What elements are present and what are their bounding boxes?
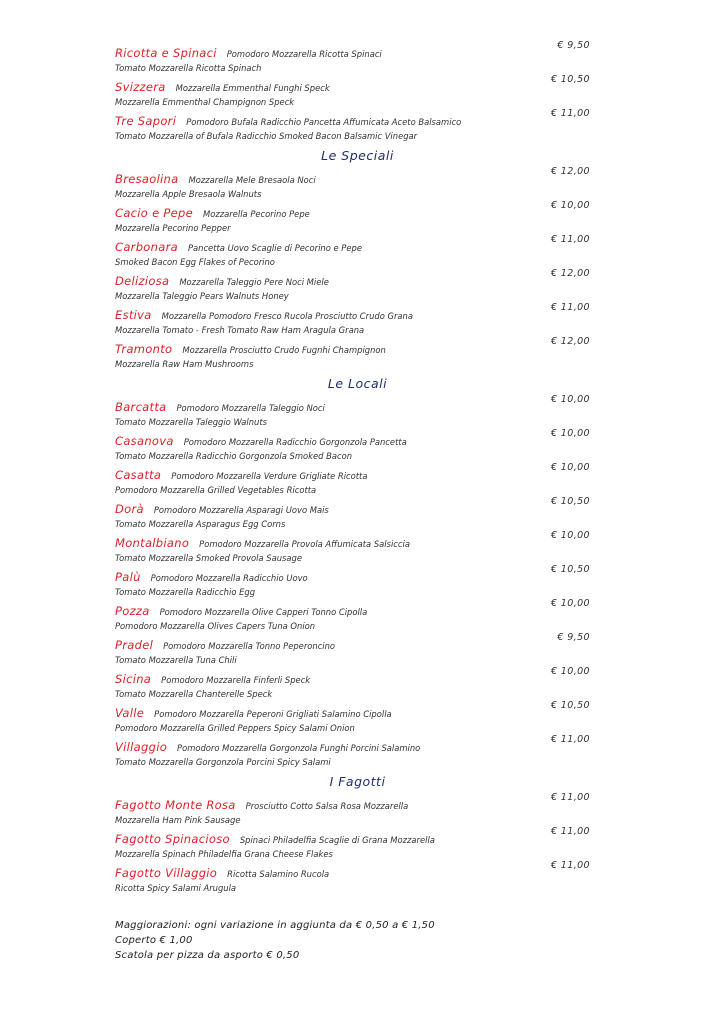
menu-item [115, 302, 590, 339]
menu-item [115, 564, 590, 601]
item-name: Fagotto Spinacioso [115, 832, 230, 846]
item-ingredients-english: Pomodoro Mozzarella Grilled Peppers Spicy Salami Onion [115, 723, 355, 733]
menu-notes [115, 918, 435, 963]
item-name: Villaggio [115, 740, 168, 754]
item-ingredients-english: Pomodoro Mozzarella Olives Capers Tuna Onion [115, 621, 316, 631]
item-name: Pozza [115, 604, 150, 618]
menu-item [115, 666, 590, 703]
item-name: Cacio e Pepe [115, 206, 194, 220]
item-price: € 10,00 [550, 462, 590, 473]
menu-item [115, 234, 590, 271]
item-price: € 10,50 [550, 496, 590, 507]
item-price: € 11,00 [550, 860, 590, 871]
item-ingredients-italian: Mozzarella Pomodoro Fresco Rucola Prosciutto Crudo Grana [161, 311, 413, 321]
item-italian-line [115, 829, 590, 846]
item-name: Fagotto Monte Rosa [115, 798, 236, 812]
item-ingredients-english: Tomato Mozzarella Ricotta Spinach [115, 63, 262, 73]
menu-list [115, 40, 590, 897]
item-italian-line [115, 271, 590, 288]
menu-item [115, 428, 590, 465]
note-line: Scatola per pizza da asporto € 0,50 [115, 950, 300, 961]
item-ingredients-italian: Pomodoro Mozzarella Verdure Grigliate Ricotta [171, 471, 368, 481]
item-name: Pradel [115, 638, 154, 652]
item-ingredients-italian: Pomodoro Bufala Radicchio Pancetta Affumicata Aceto Balsamico [186, 117, 462, 127]
item-name: Ricotta e Spinaci [115, 46, 217, 60]
item-ingredients-italian: Pancetta Uovo Scaglie di Pecorino e Pepe [187, 243, 362, 253]
item-ingredients-english: Mozzarella Taleggio Pears Walnuts Honey [115, 291, 289, 301]
item-ingredients-english: Mozzarella Apple Bresaola Walnuts [115, 189, 262, 199]
item-italian-line [115, 669, 590, 686]
menu-item [115, 826, 590, 863]
menu-item [115, 598, 590, 635]
item-name: Bresaolina [115, 172, 179, 186]
item-ingredients-italian: Mozzarella Prosciutto Crudo Fugnhi Champignon [182, 345, 386, 355]
item-price: € 10,00 [550, 598, 590, 609]
item-italian-line [115, 237, 590, 254]
item-italian-line [115, 397, 590, 414]
menu-item [115, 734, 590, 771]
item-ingredients-english: Tomato Mozzarella Radicchio Gorgonzola Smoked Bacon [115, 451, 353, 461]
item-ingredients-italian: Pomodoro Mozzarella Olive Capperi Tonno Cipolla [159, 607, 368, 617]
item-price: € 12,00 [550, 336, 590, 347]
item-price: € 10,00 [550, 666, 590, 677]
item-italian-line [115, 795, 590, 812]
item-name: Barcatta [115, 400, 167, 414]
item-ingredients-italian: Pomodoro Mozzarella Radicchio Gorgonzola Pancetta [183, 437, 407, 447]
menu-item [115, 632, 590, 669]
item-price: € 11,00 [550, 734, 590, 745]
item-ingredients-italian: Mozzarella Taleggio Pere Noci Miele [179, 277, 329, 287]
section-heading: Le Speciali [321, 148, 394, 163]
item-italian-line [115, 77, 590, 94]
item-name: Svizzera [115, 80, 166, 94]
item-italian-line [115, 111, 590, 128]
item-italian-line [115, 567, 590, 584]
item-price: € 12,00 [550, 268, 590, 279]
item-ingredients-english: Tomato Mozzarella of Bufala Radicchio Smoked Bacon Balsamic Vinegar [115, 131, 418, 141]
menu-item [115, 394, 590, 431]
item-ingredients-italian: Pomodoro Mozzarella Provola Affumicata Salsiccia [199, 539, 410, 549]
item-italian-line [115, 533, 590, 550]
item-price: € 10,00 [550, 200, 590, 211]
item-ingredients-english: Tomato Mozzarella Smoked Provola Sausage [115, 553, 303, 563]
item-price: € 9,50 [557, 632, 590, 643]
item-ingredients-english: Tomato Mozzarella Gorgonzola Porcini Spicy Salami [115, 757, 331, 767]
item-italian-line [115, 465, 590, 482]
item-italian-line [115, 863, 590, 880]
item-price: € 11,00 [550, 108, 590, 119]
menu-item [115, 166, 590, 203]
item-price: € 10,50 [550, 564, 590, 575]
item-price: € 11,00 [550, 826, 590, 837]
item-ingredients-italian: Mozzarella Emmenthal Funghi Speck [175, 83, 330, 93]
menu-item [115, 336, 590, 373]
item-price: € 9,50 [557, 40, 590, 51]
item-name: Tre Sapori [115, 114, 177, 128]
item-ingredients-english: Smoked Bacon Egg Flakes of Pecorino [115, 257, 275, 267]
item-italian-line [115, 43, 590, 60]
menu-item [115, 462, 590, 499]
item-ingredients-english: Tomato Mozzarella Asparagus Egg Corns [115, 519, 286, 529]
item-name: Tramonto [115, 342, 173, 356]
item-ingredients-italian: Spinaci Philadelfia Scaglie di Grana Mozzarella [239, 835, 435, 845]
item-price: € 10,00 [550, 394, 590, 405]
item-italian-line [115, 635, 590, 652]
item-price: € 12,00 [550, 166, 590, 177]
item-ingredients-english: Mozzarella Tomato - Fresh Tomato Raw Ham Aragula Grana [115, 325, 365, 335]
item-ingredients-italian: Pomodoro Mozzarella Ricotta Spinaci [226, 49, 382, 59]
item-price: € 11,00 [550, 302, 590, 313]
item-ingredients-italian: Mozzarella Mele Bresaola Noci [188, 175, 316, 185]
item-ingredients-italian: Pomodoro Mozzarella Taleggio Noci [176, 403, 325, 413]
item-ingredients-italian: Prosciutto Cotto Salsa Rosa Mozzarella [245, 801, 409, 811]
item-ingredients-english: Tomato Mozzarella Chanterelle Speck [115, 689, 273, 699]
item-ingredients-english: Mozzarella Ham Pink Sausage [115, 815, 241, 825]
menu-item [115, 700, 590, 737]
item-ingredients-english: Mozzarella Raw Ham Mushrooms [115, 359, 254, 369]
item-italian-line [115, 203, 590, 220]
item-italian-line [115, 169, 590, 186]
item-name: Palù [115, 570, 141, 584]
item-name: Valle [115, 706, 145, 720]
item-ingredients-italian: Mozzarella Pecorino Pepe [203, 209, 310, 219]
menu-item [115, 40, 590, 77]
item-name: Deliziosa [115, 274, 170, 288]
item-name: Fagotto Villaggio [115, 866, 218, 880]
menu-item [115, 496, 590, 533]
section-heading: I Fagotti [329, 774, 386, 789]
item-price: € 10,50 [550, 74, 590, 85]
item-name: Sicina [115, 672, 152, 686]
menu-item [115, 860, 590, 897]
item-ingredients-italian: Pomodoro Mozzarella Radicchio Uovo [150, 573, 308, 583]
item-ingredients-italian: Pomodoro Mozzarella Asparagi Uovo Mais [153, 505, 329, 515]
item-ingredients-english: Mozzarella Emmenthal Champignon Speck [115, 97, 295, 107]
menu-item [115, 108, 590, 145]
item-price: € 11,00 [550, 234, 590, 245]
menu-item [115, 268, 590, 305]
item-price: € 10,50 [550, 700, 590, 711]
item-ingredients-english: Tomato Mozzarella Tuna Chili [115, 655, 237, 665]
item-ingredients-english: Tomato Mozzarella Radicchio Egg [115, 587, 256, 597]
item-italian-line [115, 339, 590, 356]
note-line: Maggiorazioni: ogni variazione in aggiunta da € 0,50 a € 1,50 [115, 920, 435, 931]
item-price: € 11,00 [550, 792, 590, 803]
item-name: Casanova [115, 434, 174, 448]
item-price: € 10,00 [550, 530, 590, 541]
menu-item [115, 530, 590, 567]
item-ingredients-italian: Pomodoro Mozzarella Finferli Speck [161, 675, 311, 685]
item-name: Carbonara [115, 240, 178, 254]
item-ingredients-english: Ricotta Spicy Salami Arugula [115, 883, 237, 893]
item-ingredients-english: Pomodoro Mozzarella Grilled Vegetables Ricotta [115, 485, 317, 495]
item-italian-line [115, 499, 590, 516]
item-italian-line [115, 431, 590, 448]
item-price: € 10,00 [550, 428, 590, 439]
section-heading: Le Locali [327, 376, 388, 391]
item-ingredients-italian: Ricotta Salamino Rucola [227, 869, 330, 879]
item-name: Montalbiano [115, 536, 190, 550]
item-ingredients-italian: Pomodoro Mozzarella Peperoni Grigliati Salamino Cipolla [154, 709, 392, 719]
item-name: Estiva [115, 308, 152, 322]
item-name: Casatta [115, 468, 162, 482]
item-ingredients-english: Mozzarella Pecorino Pepper [115, 223, 231, 233]
item-ingredients-english: Tomato Mozzarella Taleggio Walnuts [115, 417, 268, 427]
item-ingredients-italian: Pomodoro Mozzarella Tonno Peperoncino [163, 641, 336, 651]
menu-item [115, 792, 590, 829]
menu-item [115, 74, 590, 111]
item-italian-line [115, 305, 590, 322]
item-italian-line [115, 703, 590, 720]
note-line: Coperto € 1,00 [115, 935, 193, 946]
item-name: Dorà [115, 502, 144, 516]
item-italian-line [115, 601, 590, 618]
item-ingredients-italian: Pomodoro Mozzarella Gorgonzola Funghi Porcini Salamino [177, 743, 421, 753]
menu-item [115, 200, 590, 237]
item-ingredients-english: Mozzarella Spinach Philadelfia Grana Cheese Flakes [115, 849, 333, 859]
item-italian-line [115, 737, 590, 754]
